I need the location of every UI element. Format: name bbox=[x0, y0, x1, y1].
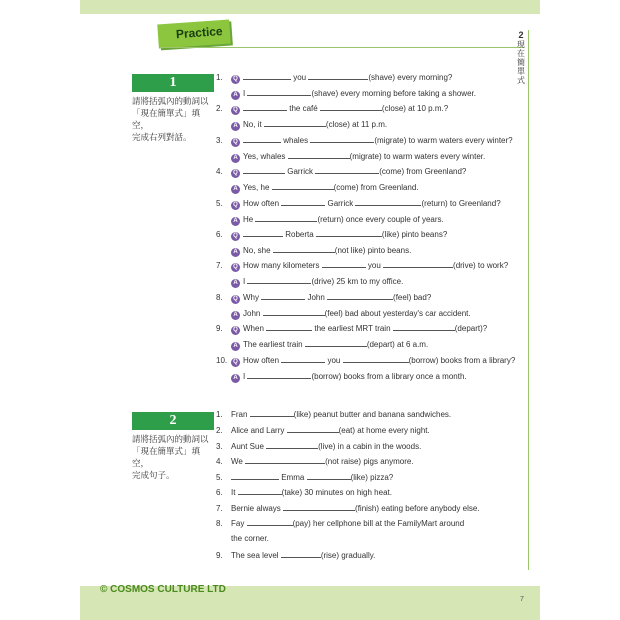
answer-blank bbox=[316, 229, 382, 237]
question-badge: Q bbox=[231, 358, 240, 367]
chapter-title-char: 現 bbox=[517, 40, 525, 49]
answer-text: No, it bbox=[243, 120, 264, 130]
answer-blank bbox=[273, 245, 335, 253]
answer-text: John bbox=[243, 308, 263, 318]
answer-row bbox=[216, 119, 387, 131]
instruction-line: 請將括弧內的動詞以 bbox=[132, 434, 209, 444]
answer-blank bbox=[247, 518, 293, 526]
answer-text: I bbox=[243, 89, 248, 98]
answer-badge: A bbox=[231, 279, 240, 288]
question-text: (drive) to work? bbox=[453, 261, 509, 271]
exercise-text: (finish) eating before anybody else. bbox=[355, 504, 480, 513]
answer-blank bbox=[263, 308, 325, 316]
chapter-title bbox=[514, 40, 528, 85]
question-badge: Q bbox=[231, 295, 240, 304]
answer-blank bbox=[315, 166, 379, 174]
exercise-row bbox=[216, 472, 393, 483]
item-number: 6. bbox=[216, 230, 223, 239]
section-2-label: 2 bbox=[132, 412, 214, 429]
exercise-row bbox=[216, 518, 464, 529]
chapter-marker bbox=[514, 30, 528, 85]
section-2-rule bbox=[132, 429, 214, 430]
answer-blank bbox=[393, 323, 455, 331]
item-number: 4. bbox=[216, 457, 223, 466]
question-badge: Q bbox=[231, 138, 240, 147]
answer-row bbox=[216, 88, 476, 100]
question-text: you bbox=[291, 73, 309, 82]
question-text: (shave) every morning? bbox=[368, 73, 453, 82]
answer-blank bbox=[288, 151, 350, 159]
item-number: 2. bbox=[216, 426, 223, 435]
exercise-text: (eat) at home every night. bbox=[338, 426, 430, 435]
practice-label: Practice bbox=[175, 24, 224, 42]
question-text: Garrick bbox=[325, 198, 356, 208]
section-2-instruction bbox=[132, 433, 216, 481]
answer-blank bbox=[308, 72, 368, 80]
question-text: the earliest MRT train bbox=[312, 324, 393, 334]
question-row bbox=[216, 198, 501, 210]
question-text: Why bbox=[243, 292, 262, 302]
answer-blank bbox=[355, 198, 421, 206]
answer-text: (not like) pinto beans. bbox=[334, 246, 412, 255]
answer-row bbox=[216, 245, 411, 257]
answer-blank bbox=[243, 229, 283, 237]
answer-blank bbox=[266, 323, 312, 331]
question-text: How many kilometers bbox=[243, 261, 322, 271]
exercise-row bbox=[216, 409, 451, 420]
item-number: 10. bbox=[216, 355, 228, 365]
question-text: (return) to Greenland? bbox=[421, 198, 501, 208]
answer-row bbox=[216, 182, 419, 194]
section-1-label: 1 bbox=[132, 74, 214, 91]
item-number: 8. bbox=[216, 519, 223, 528]
answer-row bbox=[216, 276, 403, 288]
answer-blank bbox=[255, 214, 317, 222]
question-text: (migrate) to warm waters every winter? bbox=[374, 135, 513, 145]
section-1-instruction bbox=[132, 95, 216, 143]
question-badge: Q bbox=[231, 326, 240, 335]
answer-text: (return) once every couple of years. bbox=[317, 214, 444, 224]
answer-row bbox=[216, 214, 444, 226]
question-text: (like) pinto beans? bbox=[381, 230, 448, 239]
question-row bbox=[216, 260, 508, 272]
exercise-text: (live) in a cabin in the woods. bbox=[318, 442, 422, 451]
answer-blank bbox=[247, 276, 311, 284]
top-band bbox=[80, 0, 540, 14]
chapter-title-char: 單 bbox=[517, 67, 525, 76]
exercise-text: Emma bbox=[279, 473, 307, 482]
answer-text: Yes, he bbox=[243, 183, 272, 193]
answer-blank bbox=[250, 409, 294, 417]
exercise-text: Alice and Larry bbox=[231, 426, 287, 435]
instruction-line: 完成右列對話。 bbox=[132, 132, 192, 142]
question-text: you bbox=[365, 261, 384, 271]
answer-blank bbox=[281, 550, 321, 558]
item-number: 1. bbox=[216, 410, 223, 419]
exercise-text: Bernie always bbox=[231, 504, 284, 513]
answer-badge: A bbox=[231, 185, 240, 194]
chapter-title-char: 簡 bbox=[517, 58, 525, 67]
sidebar-rule bbox=[528, 30, 529, 570]
item-number: 3. bbox=[216, 135, 223, 145]
answer-blank bbox=[261, 292, 305, 300]
answer-text: (depart) at 6 a.m. bbox=[366, 340, 429, 350]
exercise-text: We bbox=[231, 457, 246, 466]
question-text: (depart)? bbox=[454, 324, 488, 334]
section-1-rule bbox=[132, 91, 214, 92]
exercise-row bbox=[216, 456, 414, 467]
question-text: Roberta bbox=[283, 230, 316, 239]
question-text: Garrick bbox=[285, 167, 316, 177]
answer-text: I bbox=[243, 277, 248, 287]
item-number: 1. bbox=[216, 73, 223, 82]
chapter-title-char: 在 bbox=[517, 49, 525, 58]
answer-badge: A bbox=[231, 311, 240, 320]
practice-tab bbox=[157, 20, 230, 49]
exercise-row bbox=[216, 534, 269, 544]
answer-blank bbox=[231, 472, 279, 480]
answer-blank bbox=[287, 425, 339, 433]
answer-badge: A bbox=[231, 342, 240, 351]
item-number: 7. bbox=[216, 504, 223, 513]
answer-text: Yes, whales bbox=[243, 151, 288, 161]
answer-blank bbox=[272, 182, 334, 190]
item-number: 9. bbox=[216, 324, 223, 334]
question-text: When bbox=[243, 324, 267, 334]
question-badge: Q bbox=[231, 263, 240, 272]
answer-row bbox=[216, 308, 471, 320]
instruction-line: 完成句子。 bbox=[132, 470, 175, 480]
question-text: (borrow) books from a library? bbox=[408, 355, 516, 365]
exercise-text: Aunt Sue bbox=[231, 442, 267, 451]
answer-text: He bbox=[243, 214, 256, 224]
answer-blank bbox=[245, 456, 325, 464]
question-row bbox=[216, 103, 448, 115]
answer-badge: A bbox=[231, 248, 240, 257]
instruction-line: 「現在簡單式」填空， bbox=[132, 108, 201, 130]
answer-text: No, she bbox=[243, 246, 273, 255]
instruction-line: 「現在簡單式」填空， bbox=[132, 446, 201, 468]
answer-badge: A bbox=[231, 217, 240, 226]
question-row bbox=[216, 229, 447, 241]
exercise-text: The sea level bbox=[231, 551, 281, 560]
instruction-line: 請將括弧內的動詞以 bbox=[132, 96, 209, 106]
answer-blank bbox=[320, 103, 382, 111]
exercise-text: (like) peanut butter and banana sandwiches. bbox=[293, 410, 452, 419]
answer-blank bbox=[247, 371, 311, 379]
answer-blank bbox=[322, 260, 366, 268]
question-row bbox=[216, 166, 466, 178]
exercise-row bbox=[216, 487, 392, 498]
item-number: 8. bbox=[216, 292, 223, 302]
answer-blank bbox=[266, 441, 318, 449]
answer-row bbox=[216, 371, 467, 383]
answer-blank bbox=[243, 166, 285, 174]
item-number: 5. bbox=[216, 473, 223, 482]
exercise-text: the corner. bbox=[231, 534, 269, 543]
question-text: (come) from Greenland? bbox=[379, 167, 467, 177]
answer-blank bbox=[243, 135, 281, 143]
answer-badge: A bbox=[231, 154, 240, 163]
question-row bbox=[216, 72, 452, 84]
answer-blank bbox=[343, 355, 409, 363]
question-text: the café bbox=[287, 104, 320, 114]
copyright: © COSMOS CULTURE LTD bbox=[100, 584, 226, 595]
exercise-text: Fay bbox=[231, 519, 247, 528]
question-badge: Q bbox=[231, 75, 240, 84]
chapter-number: 2 bbox=[518, 30, 524, 40]
question-badge: Q bbox=[231, 169, 240, 178]
answer-badge: A bbox=[231, 374, 240, 383]
answer-blank bbox=[243, 103, 287, 111]
question-badge: Q bbox=[231, 106, 240, 115]
answer-blank bbox=[281, 198, 325, 206]
question-text: How often bbox=[243, 355, 282, 365]
answer-blank bbox=[305, 339, 367, 347]
answer-badge: A bbox=[231, 122, 240, 131]
answer-blank bbox=[281, 355, 325, 363]
answer-blank bbox=[327, 292, 393, 300]
answer-blank bbox=[307, 472, 351, 480]
answer-text: (shave) every morning before taking a shower. bbox=[311, 89, 476, 98]
exercise-text: (rise) gradually. bbox=[320, 551, 376, 560]
item-number: 3. bbox=[216, 442, 223, 451]
answer-text: (close) at 11 p.m. bbox=[325, 120, 388, 130]
page-number: 7 bbox=[520, 596, 524, 603]
answer-text: (feel) bad about yesterday's car accident. bbox=[324, 308, 471, 318]
answer-blank bbox=[383, 260, 453, 268]
question-row bbox=[216, 355, 515, 367]
answer-blank bbox=[310, 135, 374, 143]
item-number: 2. bbox=[216, 104, 223, 114]
answer-text: (migrate) to warm waters every winter. bbox=[349, 151, 486, 161]
exercise-row bbox=[216, 425, 430, 436]
header-rule bbox=[160, 47, 524, 48]
question-badge: Q bbox=[231, 201, 240, 210]
item-number: 4. bbox=[216, 167, 223, 177]
exercise-text: (pay) her cellphone bill at the FamilyMart around bbox=[292, 519, 465, 528]
exercise-row bbox=[216, 550, 375, 561]
exercise-text: Fran bbox=[231, 410, 250, 419]
question-text: How often bbox=[243, 198, 282, 208]
answer-row bbox=[216, 339, 428, 351]
item-number: 5. bbox=[216, 198, 223, 208]
answer-blank bbox=[238, 487, 282, 495]
answer-text: (drive) 25 km to my office. bbox=[311, 277, 404, 287]
exercise-text: (take) 30 minutes on high heat. bbox=[281, 488, 392, 497]
question-row bbox=[216, 323, 487, 335]
question-text: John bbox=[305, 292, 328, 302]
answer-blank bbox=[283, 503, 355, 511]
item-number: 7. bbox=[216, 261, 223, 271]
question-text: whales bbox=[281, 135, 311, 145]
answer-text: The earliest train bbox=[243, 340, 305, 350]
question-text: (feel) bad? bbox=[393, 292, 432, 302]
exercise-text: (not raise) pigs anymore. bbox=[325, 457, 414, 466]
question-text: you bbox=[325, 355, 343, 365]
exercise-text: (like) pizza? bbox=[350, 473, 394, 482]
answer-row bbox=[216, 151, 485, 163]
answer-blank bbox=[264, 119, 326, 127]
item-number: 9. bbox=[216, 551, 223, 560]
answer-text: (come) from Greenland. bbox=[333, 183, 419, 193]
chapter-title-char: 式 bbox=[517, 76, 525, 85]
question-row bbox=[216, 292, 431, 304]
answer-blank bbox=[243, 72, 291, 80]
item-number: 6. bbox=[216, 488, 223, 497]
exercise-row bbox=[216, 441, 421, 452]
answer-text: (borrow) books from a library once a month. bbox=[311, 371, 467, 381]
exercise-row bbox=[216, 503, 480, 514]
question-row bbox=[216, 135, 513, 147]
exercise-text: It bbox=[231, 488, 238, 497]
question-text: (close) at 10 p.m.? bbox=[381, 104, 449, 114]
question-badge: Q bbox=[231, 232, 240, 241]
answer-text: I bbox=[243, 371, 248, 381]
answer-blank bbox=[247, 88, 311, 96]
answer-badge: A bbox=[231, 91, 240, 100]
